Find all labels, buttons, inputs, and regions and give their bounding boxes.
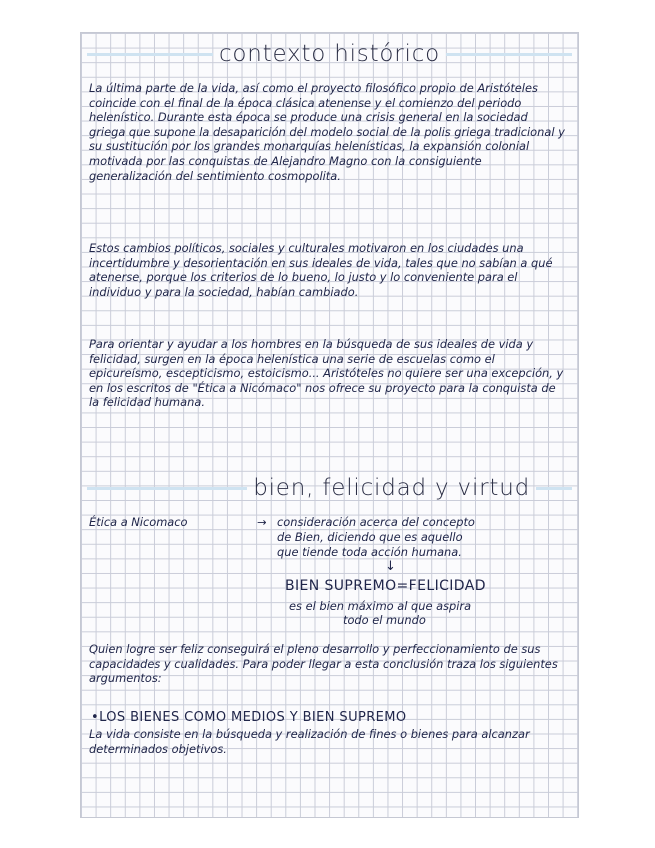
notebook-page [80,32,579,818]
paragraph-bien: Quien logre ser feliz conseguirá el pleno desarrollo y perfeccionamiento de sus capacidades y cualidades. Para poder llegar a esta conclusión traza los siguientes argumentos: [89,642,558,686]
heading-bar-right [536,487,572,490]
down-arrow-icon: ↓ [385,559,396,574]
bullet-text: La vida consiste en la búsqueda y realización de fines o bienes para alcanzar determinados objetivos. [89,727,530,756]
ethics-label: Ética a Nicomaco [89,515,188,529]
paragraph-contexto-3: Para orientar y ayudar a los hombres en la búsqueda de sus ideales de vida y felicidad, surgen en la época helenística una serie de escuelas como el epicureísmo, escepticismo, estoicismo... Aristóteles no quiere ser una excepción, y en los escritos de "Ética a Nicómaco" nos ofrece su proyecto para la conquista de la felicidad humana. [89,337,564,410]
right-arrow-icon: → [257,515,267,529]
paragraph-contexto-1: La última parte de la vida, así como el proyecto filosófico propio de Aristóteles coincide con el final de la época clásica atenense y el comienzo del periodo helenístico. Durante esta época se produce una crisis general en la sociedad griega que supone la desaparición del modelo social de la polis griega tradicional y su sustitución por los grandes monarquías helenísticas, la expansión colonial motivada por las conquistas de Alejandro Magno con la consiguiente generalización del sentimiento cosmopolita. [89,81,565,183]
ethics-definition-line-1: consideración acerca del concepto [277,515,475,529]
highlight-subtext-1: es el bien máximo al que aspira [289,599,472,613]
heading-bar-right [446,53,572,56]
ethics-definition-line-2: de Bien, diciendo que es aquello [277,530,463,544]
highlight-subtext-2: todo el mundo [343,613,426,627]
ethics-definition-line-3: que tiende toda acción humana. [277,545,462,559]
section-title: bien, felicidad y virtud [253,475,530,501]
heading-bar-left [87,53,213,56]
bien-supremo-highlight: BIEN SUPREMO=FELICIDAD [285,578,486,594]
bullet-title: •LOS BIENES COMO MEDIOS Y BIEN SUPREMO [91,710,407,725]
section-heading-bien [81,471,578,505]
section-heading-contexto [81,37,578,71]
heading-bar-left [87,487,247,490]
paragraph-contexto-2: Estos cambios políticos, sociales y culturales motivaron en los ciudades una incertidumbre y desorientación en sus ideales de vida, tales que no sabían a qué atenerse, porque los criterios de lo bueno, lo justo y lo conveniente para el individuo y para la sociedad, habían cambiado. [89,241,553,299]
section-title: contexto histórico [218,41,441,67]
